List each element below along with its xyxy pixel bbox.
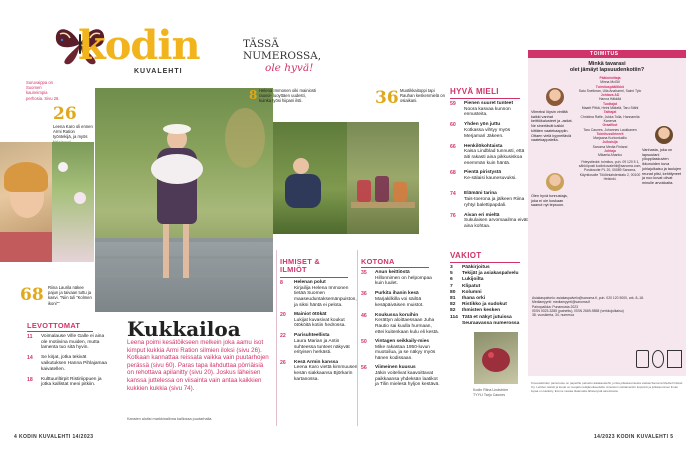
page-ref-68: 68 (20, 285, 44, 305)
section-title-kotona: KOTONA (361, 257, 395, 266)
list-item[interactable]: 18 Kulttuuriltirpit Ristiriippuen ja jotka kallistat meni pitkiin. (27, 376, 102, 388)
legal-disclaimer: Kuvauslehden painotuote on paperille painettu aikakauslehti, jonka julkaisemisesta vastaa Sanoma Media Finland Oy. Lehden tekstit ja kuvat on suojattu tekijänoikeudella. Aineiston osittainenkin kopiointi ja julkaiseminen ilman lupaa on kielletty. Emme vastaa tilaamatta lähetetystä aineistosta. (531, 381, 683, 393)
toimitus-quote-left: Viimeksi löysin vintiltä kaikki vanhat keittiökalusteet ja -astiat. Ne sinertävät kaikki kiittäen vaatekaappiin. Ottaen vielä kyyneltäviä vaatekappaleita. (531, 110, 573, 143)
list-item[interactable]: 46 Koukussa koruihin Kerättyn aloittaessaan Juha Rautio sai kuulla hurmaan, ettei kuitenkaan kulu eli kestä. (361, 312, 439, 335)
list-item[interactable]: 8 Helenan polut Kirjailija Helena Immonen tietää Suomen maaseuduntaksemänpuiston, ja siksi häntä ei pelota. (280, 280, 357, 308)
hyva-mieli-list (450, 101, 534, 234)
butterfly-blurb: Suruvaippa on Suomen kauneimpia perhosia. Sivu 26. (26, 80, 60, 101)
levottomat-list (27, 334, 111, 398)
list-item[interactable]: 114 Tätä et näkyt jutuissa (450, 314, 512, 320)
pefc-icon (636, 350, 649, 368)
list-item[interactable]: 59 Pienen suuret tunteet Noora kasvaa kunnon ennusteita. (450, 101, 514, 118)
photo-feature-woman-flowers (95, 88, 273, 312)
photo-flowers-left (52, 142, 94, 262)
toimitus-staff: Päätoimittaja Minna McGill Toimituspäällikkö Satu Snellman, Ulla Anaharmi, Saimi Tylo Johtava AD Hanna Häkkilä Tuottajat Maarit Pitkä, Heini Mäkelä, Taru Stähl Taittajat Christina Rafle, Jukka Tolla, Hannamiia Kanerva Graafikot Taru Caunes, Johannes Laukkanen Toimitussihteerit Marjaana Kurkonkallio Julkaisija Sanoma Media Finland Johtaja Mikaela Ahanko Yhteystiedot: toimitus, puh. 09 120 5 1, sähköposti kodinkuvalehti@sanoma.com, Postiosoite PL 20, 00089 Sanoma, Käyntiosoite Töölönlahdenkatu 2, 00100 Helsinki. (578, 76, 642, 181)
photo-reader (0, 142, 52, 262)
feature-lead: Leena poimi kesätöikseen melkein joka aamu isot kimput kukkia Armi Ration silmien iloksi (sivu 26). Kotkaan kannattaa reissata vaikka vain puutarhojen perässä (sivu 60). Paras tapa ilahduttaa pörriäisiä on rehottava apilanitty (sivu 20). Joskus läheisen kanssa juttelessa on viisainta vain antaa kaikkien kukkien kukkia (sivu 74). (127, 339, 269, 392)
toimitus-quote-left-2: Olen hyvä tunnustaja, joka ei ole koskaan saanut nyt tepsuun. (531, 194, 568, 208)
photo-berries (474, 332, 518, 384)
list-item[interactable]: 20 Mainiot ötökät Lukijat kuvasivat koukut ötököitä kotiin hedrossa. (280, 311, 346, 329)
magazine-logo: kodin (78, 22, 200, 69)
magazine-logo-subtitle: KUVALEHTI (134, 68, 183, 75)
page-ref-8: 8 (249, 88, 258, 102)
toimitus-service-info: Asiakaspalvelu: asiakaspalvelu@sanoma.fi, puh. 020 120 5000, ark. 8–18. Mediamyynti: mediamyynti@sanoma.fi Painopaikka: Punamusta 2023 ISSN 0023-3285 (painettu), ISSN 2669-9858 (verkkojulkaisu) 38. vuosikerta, 34. numeroa (532, 296, 645, 318)
list-item[interactable]: 74 Elämäni tarina Tais-toerona ja jälkeen Riina ryhtyi balettipapdali. (450, 191, 525, 208)
section-title-vakiot: VAKIOT (450, 251, 482, 260)
list-item[interactable]: 11 Voimalause Ville Galle ei aina ole motiivina muiden, mutta lamenta tuo sitä hyvin. (27, 334, 105, 351)
list-item[interactable]: 66 Henkilökohtaista Kaisa Lindblad tunnusti, että äiti rakasti aina pikkusiskoa enemmän kuin häntä. (450, 143, 525, 166)
list-item[interactable]: 6 Lukijoilta (450, 277, 484, 283)
avatar (546, 88, 564, 106)
tagline-line-2: NUMEROSSA, (243, 50, 322, 62)
list-item[interactable]: 3 Pääkirjoitus (450, 265, 490, 270)
blurb-8: Helena Immonen oiki mainiosti rauvoi- luoyttäen uudesti, kuinka työsi hiipani ilsti. (259, 88, 317, 104)
list-item[interactable]: 35 Anun keittiöstä Hillonnimen on helpompaa kuin luulet. (361, 270, 432, 287)
toimitus-question: Minkä tavarasi olet jämäyt lapsuudenkotiin? (569, 61, 645, 74)
list-item[interactable]: 60 Yhden yön juttu Kotkassa vihtyy myös Merjamari Jäkeen. (450, 122, 511, 139)
section-title-ihmiset: IHMISET & ILMIÖT (280, 257, 321, 275)
toimitus-title: TOIMITUS (590, 51, 619, 57)
list-item[interactable]: 7 Klipatut (450, 283, 481, 289)
page-footer-right: 14/2023 KODIN KUVALEHTI 5 (594, 434, 674, 440)
ihmiset-list (280, 280, 362, 386)
vakiot-list (450, 265, 534, 327)
feature-caption: Kansien aloitsi markkinalinna kalliossa puutarhalla. (127, 417, 213, 421)
avatar (655, 126, 673, 144)
photo-picnic-grass (273, 122, 347, 234)
list-item[interactable]: Seuraavassa numerossa (462, 320, 520, 326)
list-item[interactable]: 81 Ihana orki (450, 296, 486, 302)
list-item[interactable]: 76 Aivan eri mieltä Sukulaisen arvomaailma eivät aina kohtaa. (450, 212, 528, 230)
list-item[interactable]: 14 Se kirjat, jotka tekivät vaikutuksen Hanna Pihlajamaa kaivatellen. (27, 355, 107, 372)
photo-jars (347, 122, 419, 234)
toimitus-quote-right: Vanhasta, joka on lapsuutani ylioppilaskuvien ikkunoiden kuva juhlajulkaisu ja taulujen reunat pitsi, kehittyneet ja nuo kuvat olivat minulle arvokkaita. (642, 148, 682, 185)
list-item[interactable]: 50 Vintagen seikkaily-mies Mike rakastaa 1950-luvun muotoilua, ja se näkyy myös hänen kodissaan. (361, 338, 436, 362)
certification-logos (636, 350, 682, 368)
tagline-line-1: TÄSSÄ (243, 38, 279, 50)
list-item[interactable]: 82 Ihmisten kesken (450, 308, 501, 314)
tagline-line-3: ole hyvä! (265, 62, 314, 74)
photo-credit-2: TYYLI Tarju Caunes (473, 393, 506, 397)
blurb-36: Muotikkaitoppi tapi Rauhan keskenmielä on osiaikani. (400, 88, 445, 104)
ecolabel-icon (652, 350, 665, 368)
blurb-68: Riina Laurila näkee pajun ja taivaan tuttu ja kasvi. "Niin tuli “Kolmen ikoni”" (48, 285, 92, 306)
section-title-hyva-mieli: HYVÄ MIELI (450, 87, 499, 96)
photo-credit-1: Kodin Riina Lindström (473, 388, 509, 392)
list-item[interactable]: 36 Purkita ihanin kesä Marjakilkilla voi säilöä kesäpäiväisen muistot. (361, 291, 424, 308)
page-ref-36: 36 (375, 88, 399, 108)
page-footer-left: 4 KODIN KUVALEHTI 14/2023 (14, 434, 94, 440)
list-item[interactable]: 26 Kesä Armin kanssa Leena Karo viettä kimmuusen kesän siakkaansa Björkarin kartanossa. (280, 359, 358, 382)
list-item[interactable]: 68 Pientä piristystä Ke-sälaisi kaunesuvuksi. (450, 169, 517, 181)
feature-title: Kukkailoa (127, 317, 241, 341)
list-item[interactable]: 82 Ristikko ja sudokut (450, 302, 507, 308)
list-item[interactable]: 5 Tekijät ja asiakaspalvelu (450, 271, 519, 277)
media-logo-icon (667, 350, 682, 368)
section-title-levottomat: LEVOTTOMAT (27, 321, 81, 330)
page-ref-26: 26 (53, 104, 77, 124)
list-item[interactable]: 80 Kolumni (450, 289, 482, 295)
avatar (546, 173, 564, 191)
blurb-26: Leena Karo oli ennen Armi Ration työntekijä, ja myös (53, 124, 93, 140)
tagline (243, 38, 321, 74)
list-item[interactable]: 56 Viimeinen kuusus Jäkin voitelivat kaavoittavat paikkaansa yhdeksän laatikot ja Tilin mielesä hyljon kestävä. (361, 365, 440, 388)
list-item[interactable]: 22 Parisuhteellista Laura Marian ja Antin suhteessa tunteet näkyvät erityisen herkästi. (280, 333, 350, 356)
kotona-list (361, 270, 445, 391)
